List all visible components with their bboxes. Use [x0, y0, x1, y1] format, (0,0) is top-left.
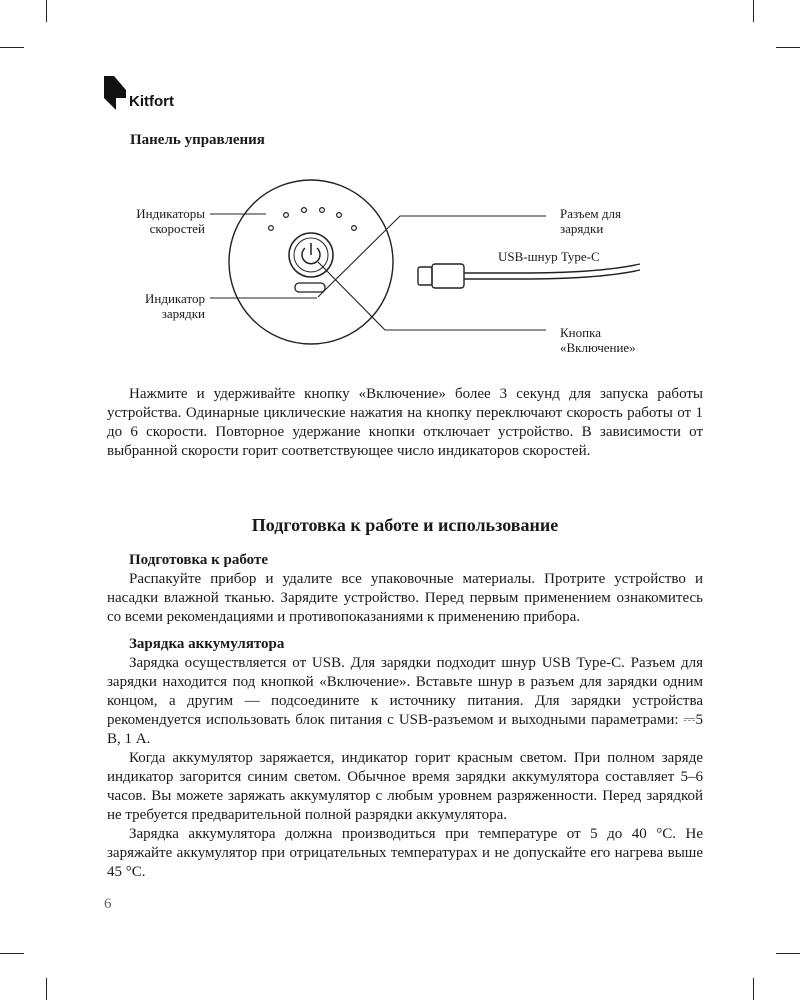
usb-cable-icon [418, 264, 640, 288]
charge-indicator [295, 283, 325, 292]
crop-mark [0, 953, 24, 954]
label-speed-indicators: Индикаторы скоростей [136, 206, 205, 236]
page-number: 6 [104, 896, 112, 912]
brand-logo [104, 76, 174, 112]
crop-mark [776, 47, 800, 48]
section-title: Подготовка к работе и использование [251, 515, 559, 535]
charging-paragraph-2: Когда аккумулятор заряжается, индикатор горит красным светом. При полном заряде индикатор загорится синим светом. Обычное время зарядки аккумулятора составляет 5–6 часов. Вы можете заряжать аккумулятор с любым уровнем разряженности. Перед зарядкой не требуется предварительной полной разрядки аккумулятора. [107, 750, 703, 823]
charging-paragraph-3: Зарядка аккумулятора должна производиться при температуре от 5 до 40 °С. Не заряжайте аккумулятор при отрицательных температурах и не допускайте его нагрева выше 45 °С. [107, 826, 703, 880]
label-power-button: Кнопка «Включение» [560, 325, 636, 355]
device-panel [229, 180, 393, 344]
intro-paragraph: Нажмите и удерживайте кнопку «Включение» более 3 секунд для запуска работы устройства. Одинарные циклические нажатия на кнопку переключают скорость работы от 1 до 6 скорости. Повторное удержание кнопки отключает устройство. В зависимости от выбранной скорости горит соответствующее число индикаторов скоростей. [107, 386, 703, 459]
control-panel-diagram [0, 170, 800, 370]
label-usb-cable: USB-шнур Type-C [498, 249, 600, 264]
crop-mark [753, 0, 754, 22]
label-charge-port: Разъем для зарядки [560, 206, 621, 236]
charging-heading: Зарядка аккумулятора [129, 636, 285, 652]
charging-block [107, 635, 703, 882]
charging-paragraph-1: Зарядка осуществляется от USB. Для зарядки подходит шнур USB Type-C. Разъем для зарядки находится под кнопкой «Включение». Вставьте шнур в разъем для зарядки одним концом, а другим — подсоедините к источнику питания. Для зарядки устройства рекомендуется использовать блок питания с USB-разъемом и выходными параметрами: ⎓5 В, 1 А. [107, 655, 703, 747]
crop-mark [46, 0, 47, 22]
crop-mark [753, 978, 754, 1000]
brand-name: Kitfort [129, 92, 174, 110]
speed-indicator-dots [269, 208, 357, 231]
kitfort-logo-icon [104, 76, 126, 112]
crop-mark [776, 953, 800, 954]
crop-mark [0, 47, 24, 48]
crop-mark [46, 978, 47, 1000]
prep-block [107, 551, 703, 627]
prep-paragraph: Распакуйте прибор и удалите все упаковочные материалы. Протрите устройство и насадки влажной тканью. Зарядите устройство. Перед первым применением ознакомитесь со всеми рекомендациями и противопоказаниями к применению прибора. [107, 571, 703, 625]
intro-text [107, 385, 703, 461]
panel-heading: Панель управления [130, 132, 265, 148]
prep-heading: Подготовка к работе [129, 552, 268, 568]
label-charge-indicator: Индикатор зарядки [145, 291, 205, 321]
